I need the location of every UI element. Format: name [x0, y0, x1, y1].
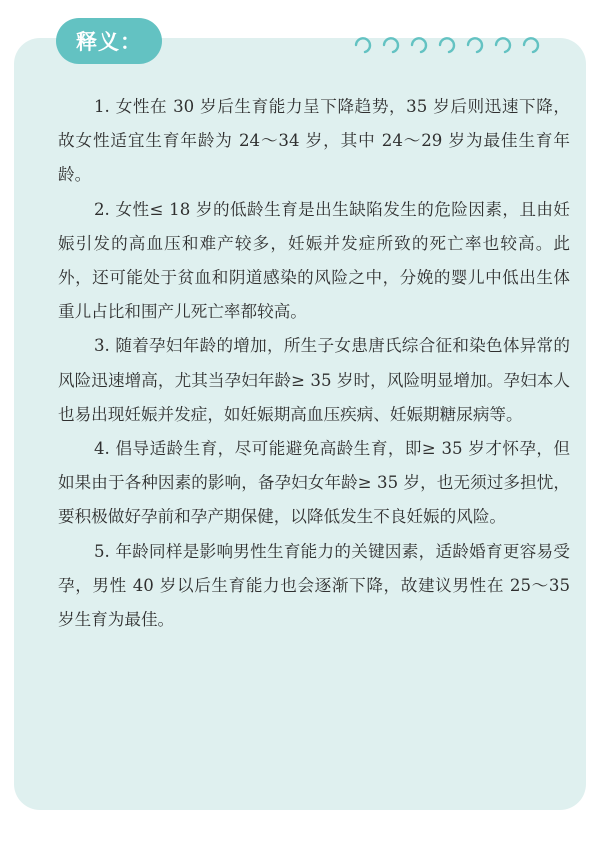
- decorative-swirls: [352, 32, 552, 54]
- paragraph-1: 1. 女性在 30 岁后生育能力呈下降趋势，35 岁后则迅速下降，故女性适宜生育年龄为 24～34 岁，其中 24～29 岁为最佳生育年龄。: [58, 97, 570, 185]
- section-title: 释义：: [76, 30, 142, 54]
- explanation-text: [58, 90, 570, 637]
- section-title-tab: [56, 18, 162, 64]
- paragraph-4: 4. 倡导适龄生育，尽可能避免高龄生育，即≥ 35 岁才怀孕，但如果由于各种因素的影响，备孕妇女年龄≥ 35 岁，也无须过多担忧，要积极做好孕前和孕产期保健，以降低发生不良妊娠的风险。: [58, 439, 570, 527]
- swirl-icon: [464, 32, 486, 54]
- swirl-icon: [436, 32, 458, 54]
- swirl-icon: [492, 32, 514, 54]
- swirl-icon: [520, 32, 542, 54]
- paragraph-2: 2. 女性≤ 18 岁的低龄生育是出生缺陷发生的危险因素，且由妊娠引发的高血压和难产较多，妊娠并发症所致的死亡率也较高。此外，还可能处于贫血和阴道感染的风险之中，分娩的婴儿中低出生体重儿占比和围产儿死亡率都较高。: [58, 199, 570, 322]
- swirl-icon: [352, 32, 374, 54]
- paragraph-3: 3. 随着孕妇年龄的增加，所生子女患唐氏综合征和染色体异常的风险迅速增高，尤其当孕妇年龄≥ 35 岁时，风险明显增加。孕妇本人也易出现妊娠并发症，如妊娠期高血压疾病、妊娠期糖尿病等。: [58, 336, 570, 424]
- swirl-icon: [408, 32, 430, 54]
- paragraph-5: 5. 年龄同样是影响男性生育能力的关键因素，适龄婚育更容易受孕，男性 40 岁以后生育能力也会逐渐下降，故建议男性在 25～35 岁生育为最佳。: [58, 541, 570, 630]
- swirl-icon: [380, 32, 402, 54]
